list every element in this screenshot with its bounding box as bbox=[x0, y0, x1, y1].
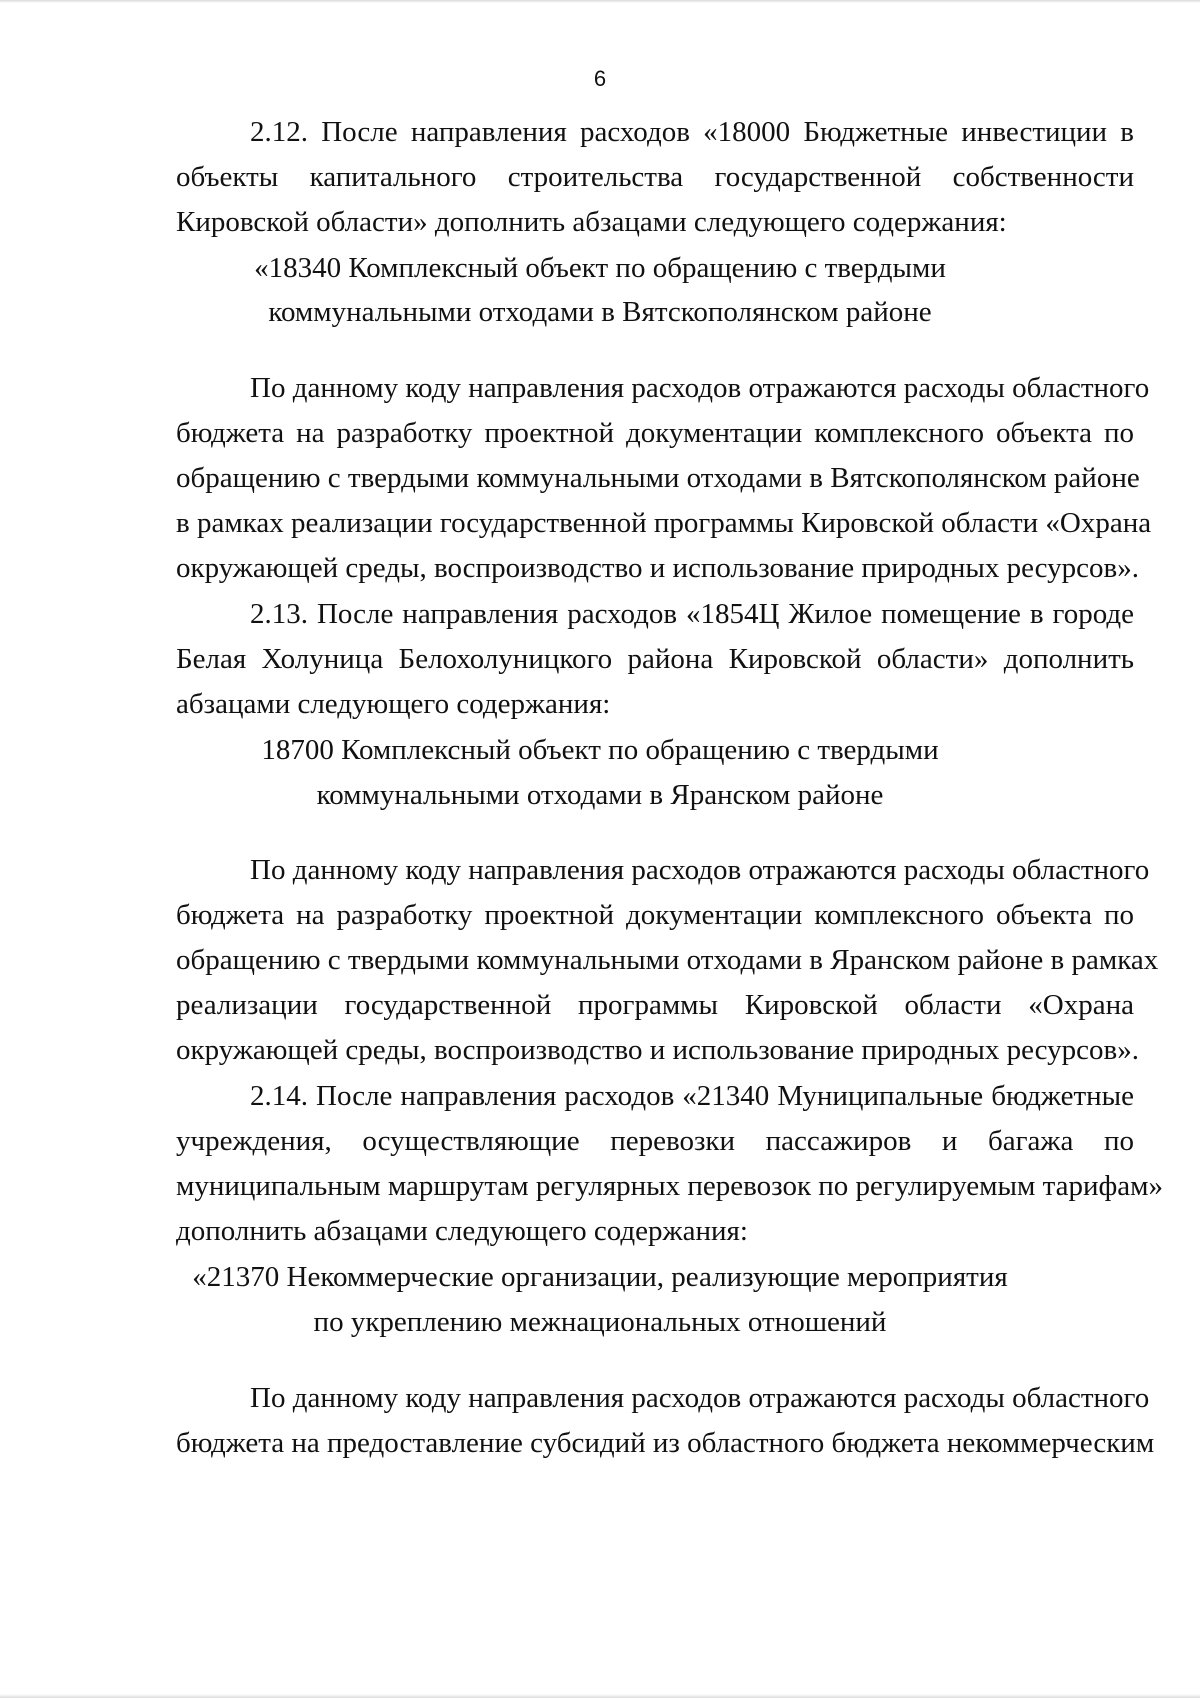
paragraph-line: По данному коду направления расходов отражаются расходы областного bbox=[250, 372, 1150, 404]
heading-line: коммунальными отходами в Вятскополянском районе bbox=[268, 296, 932, 328]
paragraph-line: бюджета на предоставление субсидий из областного бюджета некоммерческим bbox=[176, 1427, 1155, 1459]
scan-edge-top bbox=[0, 0, 1200, 3]
scan-edge-bottom bbox=[0, 1694, 1200, 1698]
paragraph-line: бюджета на разработку проектной документации комплексного объекта по bbox=[176, 899, 1134, 931]
heading-line: «21370 Некоммерческие организации, реализующие мероприятия bbox=[192, 1261, 1008, 1293]
page-number: 6 bbox=[593, 66, 607, 91]
paragraph-line: Кировской области» дополнить абзацами следующего содержания: bbox=[176, 206, 1007, 238]
paragraph-line: Белая Холуница Белохолуницкого района Кировской области» дополнить bbox=[176, 643, 1134, 675]
paragraph-line: учреждения, осуществляющие перевозки пассажиров и багажа по bbox=[176, 1125, 1134, 1157]
paragraph-line: абзацами следующего содержания: bbox=[176, 688, 611, 720]
paragraph-line: обращению с твердыми коммунальными отходами в Яранском районе в рамках bbox=[176, 944, 1159, 976]
heading-line: «18340 Комплексный объект по обращению с твердыми bbox=[254, 252, 946, 284]
paragraph-line: дополнить абзацами следующего содержания: bbox=[176, 1215, 748, 1247]
heading-line: по укреплению межнациональных отношений bbox=[313, 1306, 887, 1338]
paragraph-line: обращению с твердыми коммунальными отходами в Вятскополянском районе bbox=[176, 462, 1140, 494]
heading-line: 18700 Комплексный объект по обращению с твердыми bbox=[261, 734, 939, 766]
paragraph-line: в рамках реализации государственной программы Кировской области «Охрана bbox=[176, 507, 1152, 539]
paragraph-line: реализации государственной программы Кировской области «Охрана bbox=[176, 989, 1134, 1021]
paragraph-line: окружающей среды, воспроизводство и использование природных ресурсов». bbox=[176, 552, 1139, 584]
paragraph-line: 2.12. После направления расходов «18000 Бюджетные инвестиции в bbox=[250, 116, 1134, 148]
paragraph-line: 2.13. После направления расходов «1854Ц Жилое помещение в городе bbox=[250, 598, 1134, 630]
heading-line: коммунальными отходами в Яранском районе bbox=[316, 779, 884, 811]
paragraph-line: окружающей среды, воспроизводство и использование природных ресурсов». bbox=[176, 1034, 1139, 1066]
paragraph-line: 2.14. После направления расходов «21340 Муниципальные бюджетные bbox=[250, 1080, 1134, 1112]
paragraph-line: бюджета на разработку проектной документации комплексного объекта по bbox=[176, 417, 1134, 449]
paragraph-line: По данному коду направления расходов отражаются расходы областного bbox=[250, 854, 1150, 886]
paragraph-line: По данному коду направления расходов отражаются расходы областного bbox=[250, 1382, 1150, 1414]
paragraph-line: объекты капитального строительства государственной собственности bbox=[176, 161, 1134, 193]
paragraph-line: муниципальным маршрутам регулярных перевозок по регулируемым тарифам» bbox=[176, 1170, 1164, 1202]
